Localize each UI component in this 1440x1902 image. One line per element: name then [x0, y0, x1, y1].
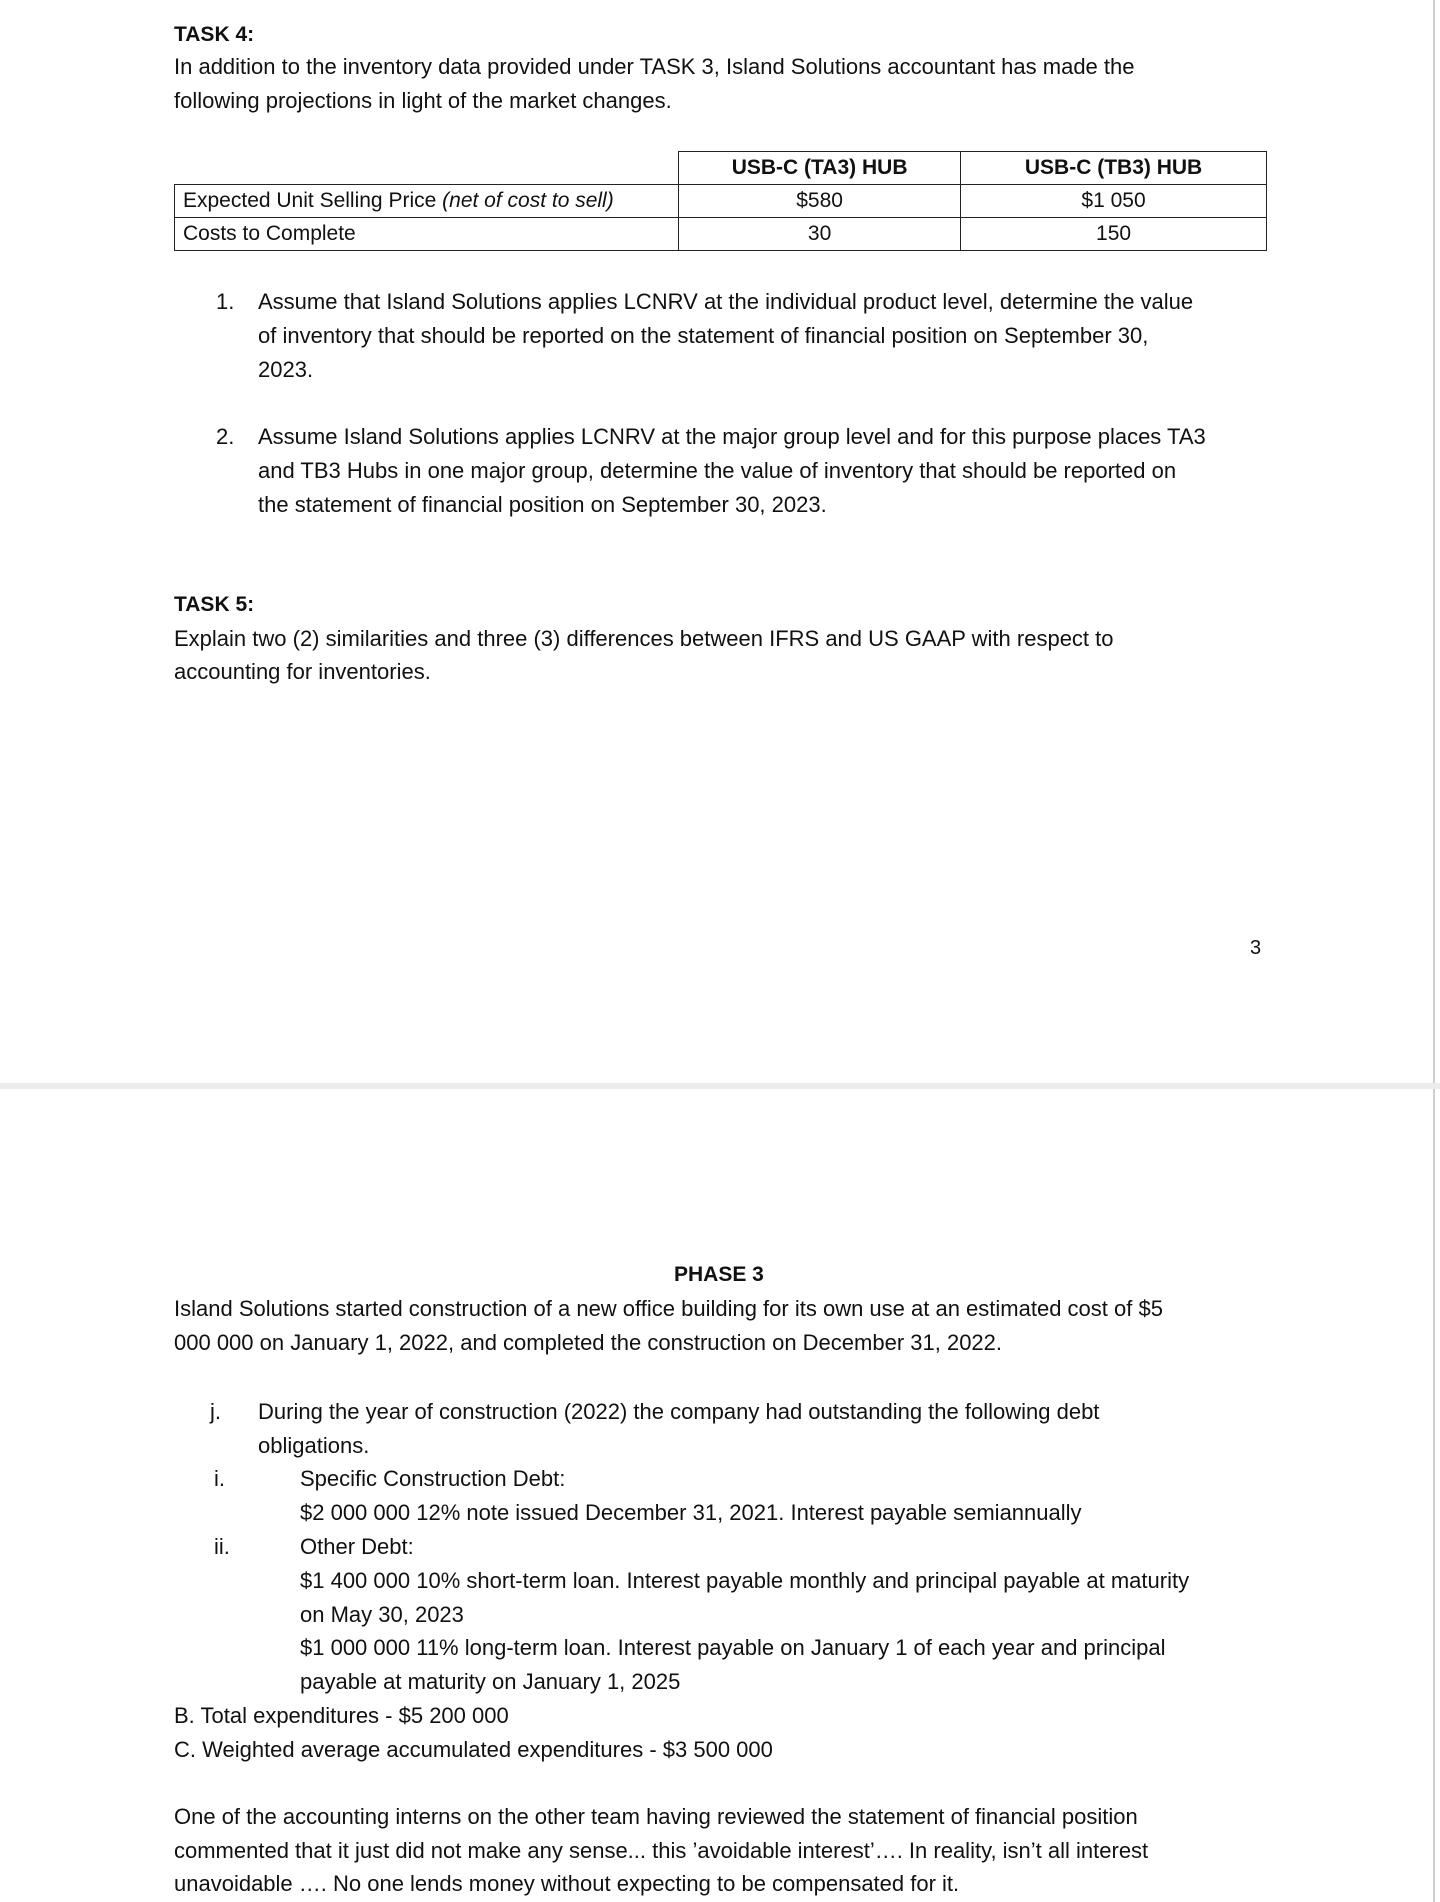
- item-j-line2: obligations.: [258, 1433, 370, 1458]
- item-j-line1: During the year of construction (2022) the company had outstanding the following debt: [258, 1399, 1100, 1424]
- item-b: B. Total expenditures - $5 200 000: [174, 1703, 509, 1728]
- table-header-ta3: USB-C (TA3) HUB: [679, 152, 961, 185]
- item-c: C. Weighted average accumulated expenditures - $3 500 000: [174, 1737, 773, 1762]
- sub-ii-line2: on May 30, 2023: [300, 1602, 464, 1627]
- question-2-marker: 2.: [216, 424, 235, 449]
- row-label-costs: [175, 218, 679, 251]
- row-label-italic: (net of cost to sell): [442, 189, 614, 212]
- question-1-line1: Assume that Island Solutions applies LCNRV at the individual product level, determine the value: [258, 289, 1194, 314]
- item-j-marker: j.: [210, 1399, 221, 1424]
- sub-i-marker: i.: [214, 1466, 225, 1491]
- sub-ii-marker: ii.: [214, 1534, 230, 1559]
- cell-tb3-price: $1 050: [961, 185, 1267, 218]
- task4-heading: TASK 4:: [174, 23, 255, 46]
- question-1-line3: 2023.: [258, 357, 314, 382]
- closing-line2: commented that it just did not make any sense... this ’avoidable interest’…. In reality, isn’t all interest: [174, 1838, 1149, 1863]
- phase3-heading: PHASE 3: [674, 1263, 764, 1286]
- phase3-intro-line1: Island Solutions started construction of a new office building for its own use at an estimated cost of $5: [174, 1296, 1163, 1321]
- sub-ii-line1: $1 400 000 10% short-term loan. Interest payable monthly and principal payable at maturity: [300, 1568, 1190, 1593]
- projections-table: [174, 151, 1267, 251]
- question-1-line2: of inventory that should be reported on the statement of financial position on September 30,: [258, 323, 1149, 348]
- cell-ta3-price: $580: [679, 185, 961, 218]
- table-row: [175, 218, 1267, 251]
- phase3-intro-line2: 000 000 on January 1, 2022, and completed the construction on December 31, 2022.: [174, 1330, 1003, 1355]
- task4-intro-line2: following projections in light of the market changes.: [174, 88, 672, 113]
- page-number: 3: [1250, 937, 1262, 959]
- table-header-row: [175, 152, 1267, 185]
- cell-ta3-cost: 30: [679, 218, 961, 251]
- task4-intro-line1: In addition to the inventory data provided under TASK 3, Island Solutions accountant has made the: [174, 54, 1135, 79]
- sub-ii-line3: $1 000 000 11% long-term loan. Interest payable on January 1 of each year and principal: [300, 1635, 1166, 1660]
- sub-i-line1: $2 000 000 12% note issued December 31, 2021. Interest payable semiannually: [300, 1500, 1082, 1525]
- task5-line1: Explain two (2) similarities and three (3) differences between IFRS and US GAAP with respect to: [174, 626, 1114, 651]
- sub-ii-title: Other Debt:: [300, 1534, 414, 1559]
- question-2-line1: Assume Island Solutions applies LCNRV at the major group level and for this purpose places TA3: [258, 424, 1206, 449]
- question-2-line2: and TB3 Hubs in one major group, determine the value of inventory that should be reported on: [258, 458, 1177, 483]
- closing-line1: One of the accounting interns on the other team having reviewed the statement of financial position: [174, 1804, 1138, 1829]
- closing-line3: unavoidable …. No one lends money without expecting to be compensated for it.: [174, 1871, 960, 1896]
- cell-tb3-cost: 150: [961, 218, 1267, 251]
- row-label-text: Expected Unit Selling Price: [183, 189, 443, 212]
- sub-i-title: Specific Construction Debt:: [300, 1466, 566, 1491]
- task5-heading: TASK 5:: [174, 593, 255, 616]
- question-1-marker: 1.: [216, 289, 235, 314]
- table-header-blank: [175, 152, 679, 185]
- table-row: [175, 185, 1267, 218]
- row-label-selling-price: [175, 185, 679, 218]
- task5-line2: accounting for inventories.: [174, 659, 431, 684]
- sub-ii-line4: payable at maturity on January 1, 2025: [300, 1669, 681, 1694]
- row-label-text: Costs to Complete: [183, 222, 356, 245]
- table-header-tb3: USB-C (TB3) HUB: [961, 152, 1267, 185]
- question-2-line3: the statement of financial position on September 30, 2023.: [258, 492, 827, 517]
